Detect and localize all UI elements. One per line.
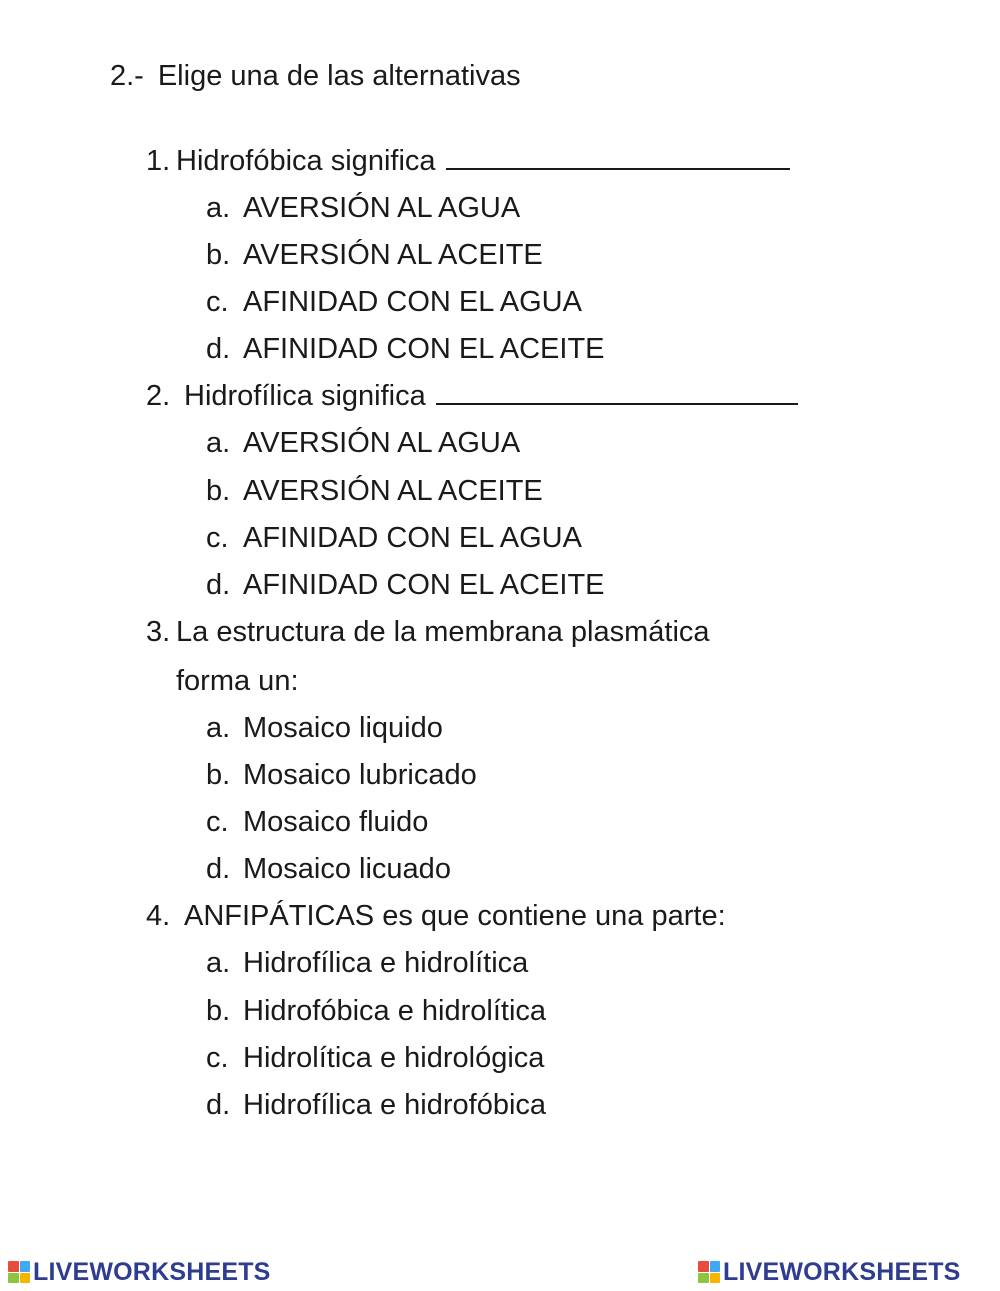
option-3a[interactable] bbox=[206, 712, 443, 745]
question-3-continued bbox=[176, 665, 299, 698]
option-text: AVERSIÓN AL ACEITE bbox=[243, 475, 543, 507]
question-number: 3. bbox=[146, 616, 171, 648]
option-letter: d. bbox=[206, 1089, 231, 1121]
section-title-text: Elige una de las alternativas bbox=[157, 60, 521, 92]
option-text: AFINIDAD CON EL ACEITE bbox=[243, 333, 605, 365]
option-text: Mosaico liquido bbox=[243, 712, 443, 744]
question-text: ANFIPÁTICAS es que contiene una parte: bbox=[184, 900, 726, 932]
option-letter: a. bbox=[206, 192, 231, 224]
option-letter: a. bbox=[206, 947, 231, 979]
option-4c[interactable] bbox=[206, 1042, 544, 1075]
option-text: AFINIDAD CON EL AGUA bbox=[243, 522, 582, 554]
question-2 bbox=[146, 380, 798, 413]
question-1 bbox=[146, 145, 790, 178]
option-3d[interactable] bbox=[206, 853, 451, 886]
option-text: Hidrofílica e hidrolítica bbox=[243, 947, 529, 979]
option-letter: b. bbox=[206, 475, 231, 507]
option-letter: b. bbox=[206, 759, 231, 791]
question-text: La estructura de la membrana plasmática bbox=[176, 616, 710, 648]
option-text: Mosaico licuado bbox=[243, 853, 451, 885]
option-1b[interactable] bbox=[206, 239, 543, 272]
option-letter: b. bbox=[206, 995, 231, 1027]
option-text: AVERSIÓN AL ACEITE bbox=[243, 239, 543, 271]
option-text: Mosaico lubricado bbox=[243, 759, 477, 791]
option-2d[interactable] bbox=[206, 569, 605, 602]
option-letter: c. bbox=[206, 806, 229, 838]
option-4a[interactable] bbox=[206, 947, 528, 980]
option-letter: d. bbox=[206, 853, 231, 885]
option-text: AFINIDAD CON EL AGUA bbox=[243, 286, 582, 318]
question-number: 2. bbox=[146, 380, 171, 412]
question-text: Hidrofílica significa bbox=[184, 380, 426, 412]
option-text: Hidrofílica e hidrofóbica bbox=[243, 1089, 547, 1121]
option-text: Hidrofóbica e hidrolítica bbox=[243, 995, 547, 1027]
option-3c[interactable] bbox=[206, 806, 428, 839]
option-letter: b. bbox=[206, 239, 231, 271]
option-text: Hidrolítica e hidrológica bbox=[243, 1042, 545, 1074]
question-text: forma un: bbox=[176, 665, 299, 697]
question-3 bbox=[146, 616, 710, 649]
option-1d[interactable] bbox=[206, 333, 605, 366]
question-text: Hidrofóbica significa bbox=[176, 145, 436, 177]
brand-logo-right bbox=[698, 1256, 961, 1288]
brand-name: LIVEWORKSHEETS bbox=[33, 1257, 271, 1286]
option-1a[interactable] bbox=[206, 192, 520, 225]
option-letter: a. bbox=[206, 427, 231, 459]
option-text: AVERSIÓN AL AGUA bbox=[243, 427, 521, 459]
section-number: 2.- bbox=[110, 60, 144, 92]
answer-blank[interactable] bbox=[436, 381, 798, 405]
question-4 bbox=[146, 900, 726, 933]
option-text: Mosaico fluido bbox=[243, 806, 429, 838]
question-number: 1. bbox=[146, 145, 171, 177]
option-3b[interactable] bbox=[206, 759, 477, 792]
liveworksheets-icon bbox=[8, 1261, 30, 1283]
option-letter: c. bbox=[206, 522, 229, 554]
question-number: 4. bbox=[146, 900, 171, 932]
option-letter: d. bbox=[206, 569, 231, 601]
option-text: AVERSIÓN AL AGUA bbox=[243, 192, 521, 224]
option-2c[interactable] bbox=[206, 522, 582, 555]
answer-blank[interactable] bbox=[446, 146, 790, 170]
option-letter: c. bbox=[206, 1042, 229, 1074]
brand-logo-left bbox=[8, 1256, 271, 1288]
option-1c[interactable] bbox=[206, 286, 582, 319]
option-text: AFINIDAD CON EL ACEITE bbox=[243, 569, 605, 601]
brand-name: LIVEWORKSHEETS bbox=[723, 1257, 961, 1286]
option-2a[interactable] bbox=[206, 427, 520, 460]
option-letter: c. bbox=[206, 286, 229, 318]
section-title bbox=[110, 60, 521, 93]
option-2b[interactable] bbox=[206, 475, 543, 508]
option-letter: a. bbox=[206, 712, 231, 744]
option-4d[interactable] bbox=[206, 1089, 546, 1122]
option-4b[interactable] bbox=[206, 995, 546, 1028]
liveworksheets-icon bbox=[698, 1261, 720, 1283]
option-letter: d. bbox=[206, 333, 231, 365]
